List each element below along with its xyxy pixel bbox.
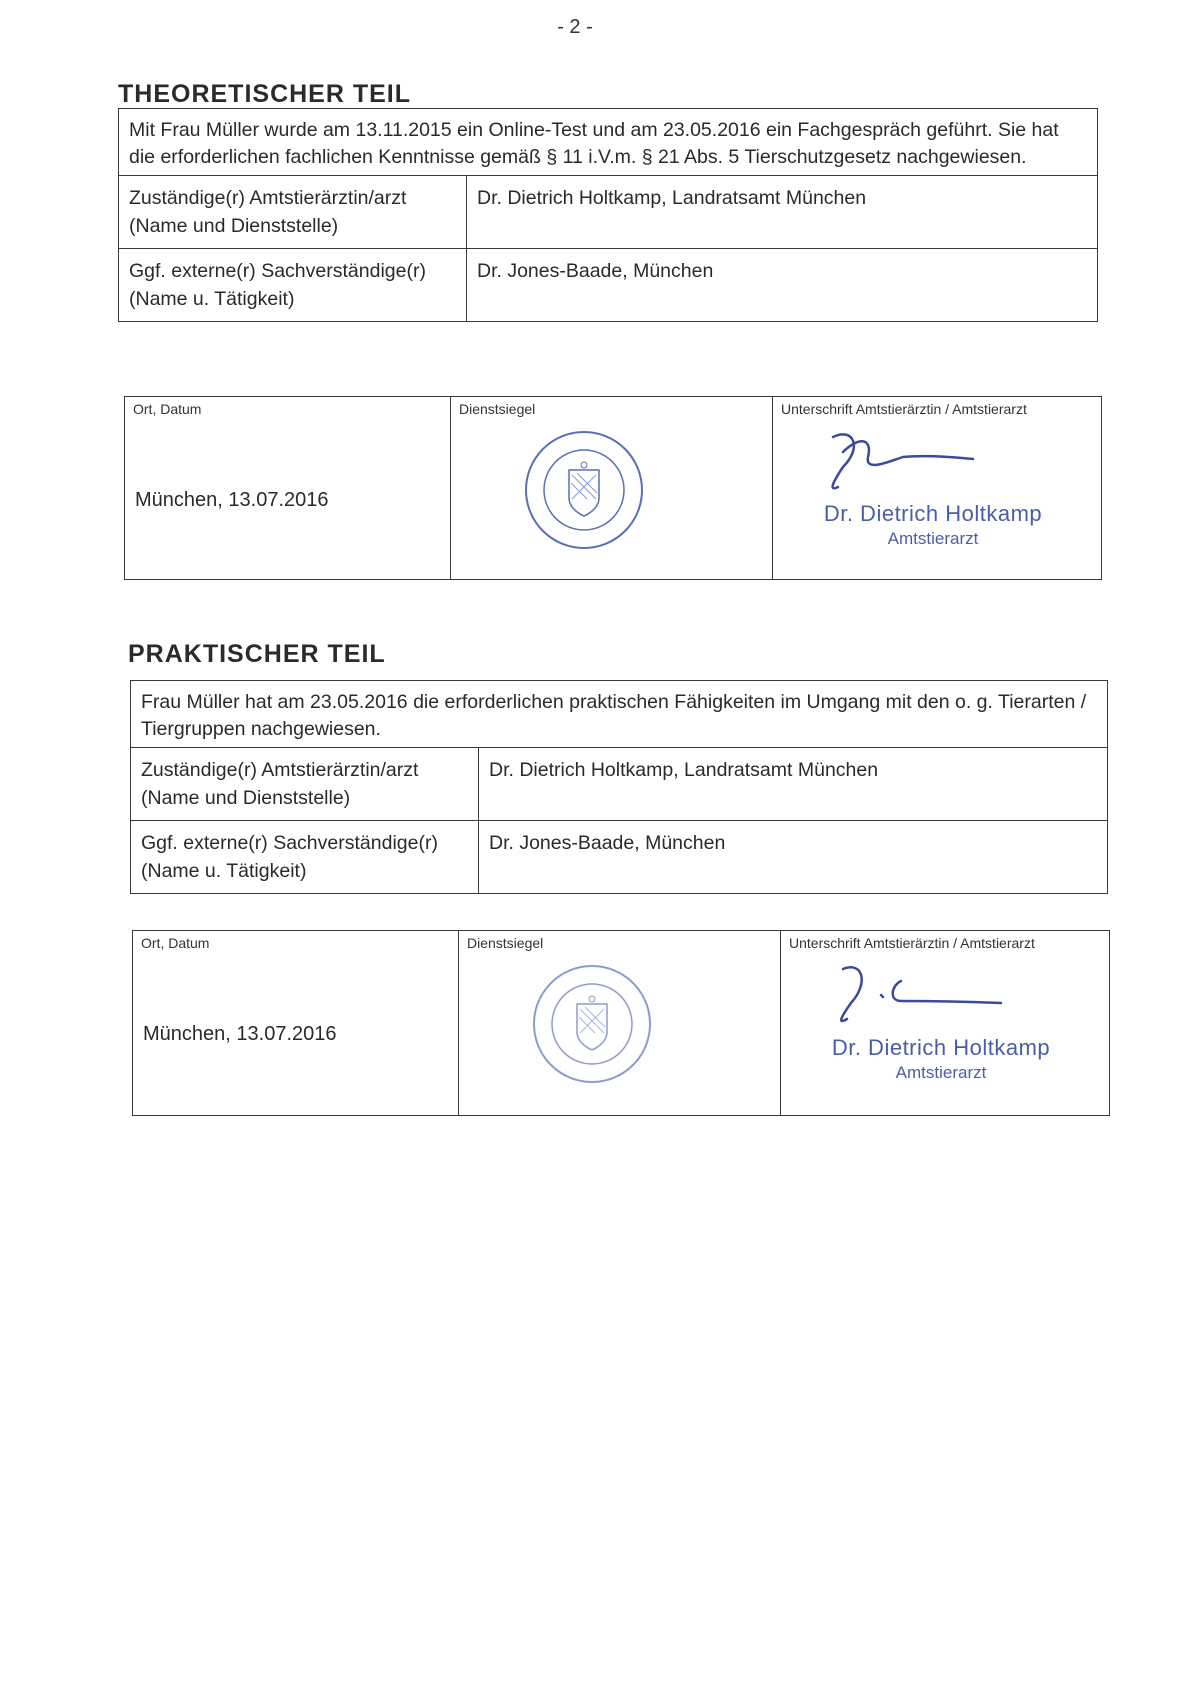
theory-expert-label: Ggf. externe(r) Sachverständige(r) (Name u. Tätigkeit): [119, 249, 467, 321]
practice-vet-label: Zuständige(r) Amtstierärztin/arzt (Name und Dienststelle): [131, 748, 479, 820]
handwritten-signature-icon: [821, 961, 1031, 1031]
theory-intro: Mit Frau Müller wurde am 13.11.2015 ein Online-Test und am 23.05.2016 ein Fachgespräch geführt. Sie hat die erforderlichen fachlichen Kenntnisse gemäß § 11 i.V.m. § 21 Abs. 5 Tierschutzgesetz nachgewiesen.: [119, 109, 1097, 176]
theory-signature-cell: [773, 397, 1101, 579]
theory-signature-table: [124, 396, 1102, 580]
practice-intro: Frau Müller hat am 23.05.2016 die erforderlichen praktischen Fähigkeiten im Umgang mit den o. g. Tierarten / Tiergruppen nachgewiesen.: [131, 681, 1107, 748]
practice-table: [130, 680, 1108, 894]
theory-expert-row: [119, 249, 1097, 321]
handwritten-signature-icon: [813, 427, 1013, 497]
theory-heading: THEORETISCHER TEIL: [118, 80, 412, 108]
theory-stamp-name: Dr. Dietrich Holtkamp: [823, 501, 1043, 526]
official-seal-icon: [519, 425, 649, 555]
practice-heading: PRAKTISCHER TEIL: [128, 640, 386, 668]
theory-seal-label: Dienstsiegel: [459, 401, 536, 417]
theory-seal-cell: [451, 397, 773, 579]
practice-place-value: München, 13.07.2016: [143, 1023, 337, 1045]
practice-stamp-title: Amtstierarzt: [895, 1063, 987, 1082]
theory-expert-value: Dr. Jones-Baade, München: [477, 260, 714, 282]
theory-vet-value: Dr. Dietrich Holtkamp, Landratsamt München: [477, 187, 867, 209]
practice-vet-value: Dr. Dietrich Holtkamp, Landratsamt München: [489, 759, 879, 781]
practice-seal-cell: [459, 931, 781, 1115]
practice-expert-value: Dr. Jones-Baade, München: [489, 832, 726, 854]
official-seal-icon: [527, 959, 657, 1089]
practice-signature-cell: [781, 931, 1109, 1115]
theory-table: [118, 108, 1098, 322]
theory-place-value: München, 13.07.2016: [135, 489, 329, 511]
page-number: - 2 -: [557, 16, 593, 38]
theory-signature-label: Unterschrift Amtstierärztin / Amtstierarzt: [781, 401, 1027, 417]
theory-place-cell: [125, 397, 451, 579]
practice-stamp-name: Dr. Dietrich Holtkamp: [831, 1035, 1051, 1060]
practice-place-label: Ort, Datum: [141, 935, 210, 951]
practice-seal-label: Dienstsiegel: [467, 935, 544, 951]
practice-place-cell: [133, 931, 459, 1115]
theory-vet-row: [119, 176, 1097, 249]
practice-expert-label: Ggf. externe(r) Sachverständige(r) (Name u. Tätigkeit): [131, 821, 479, 893]
practice-signature-table: [132, 930, 1110, 1116]
practice-signature-label: Unterschrift Amtstierärztin / Amtstierarzt: [789, 935, 1035, 951]
theory-place-label: Ort, Datum: [133, 401, 202, 417]
practice-expert-row: [131, 821, 1107, 893]
practice-vet-row: [131, 748, 1107, 821]
theory-stamp-title: Amtstierarzt: [887, 529, 979, 548]
theory-vet-label: Zuständige(r) Amtstierärztin/arzt (Name und Dienststelle): [119, 176, 467, 248]
